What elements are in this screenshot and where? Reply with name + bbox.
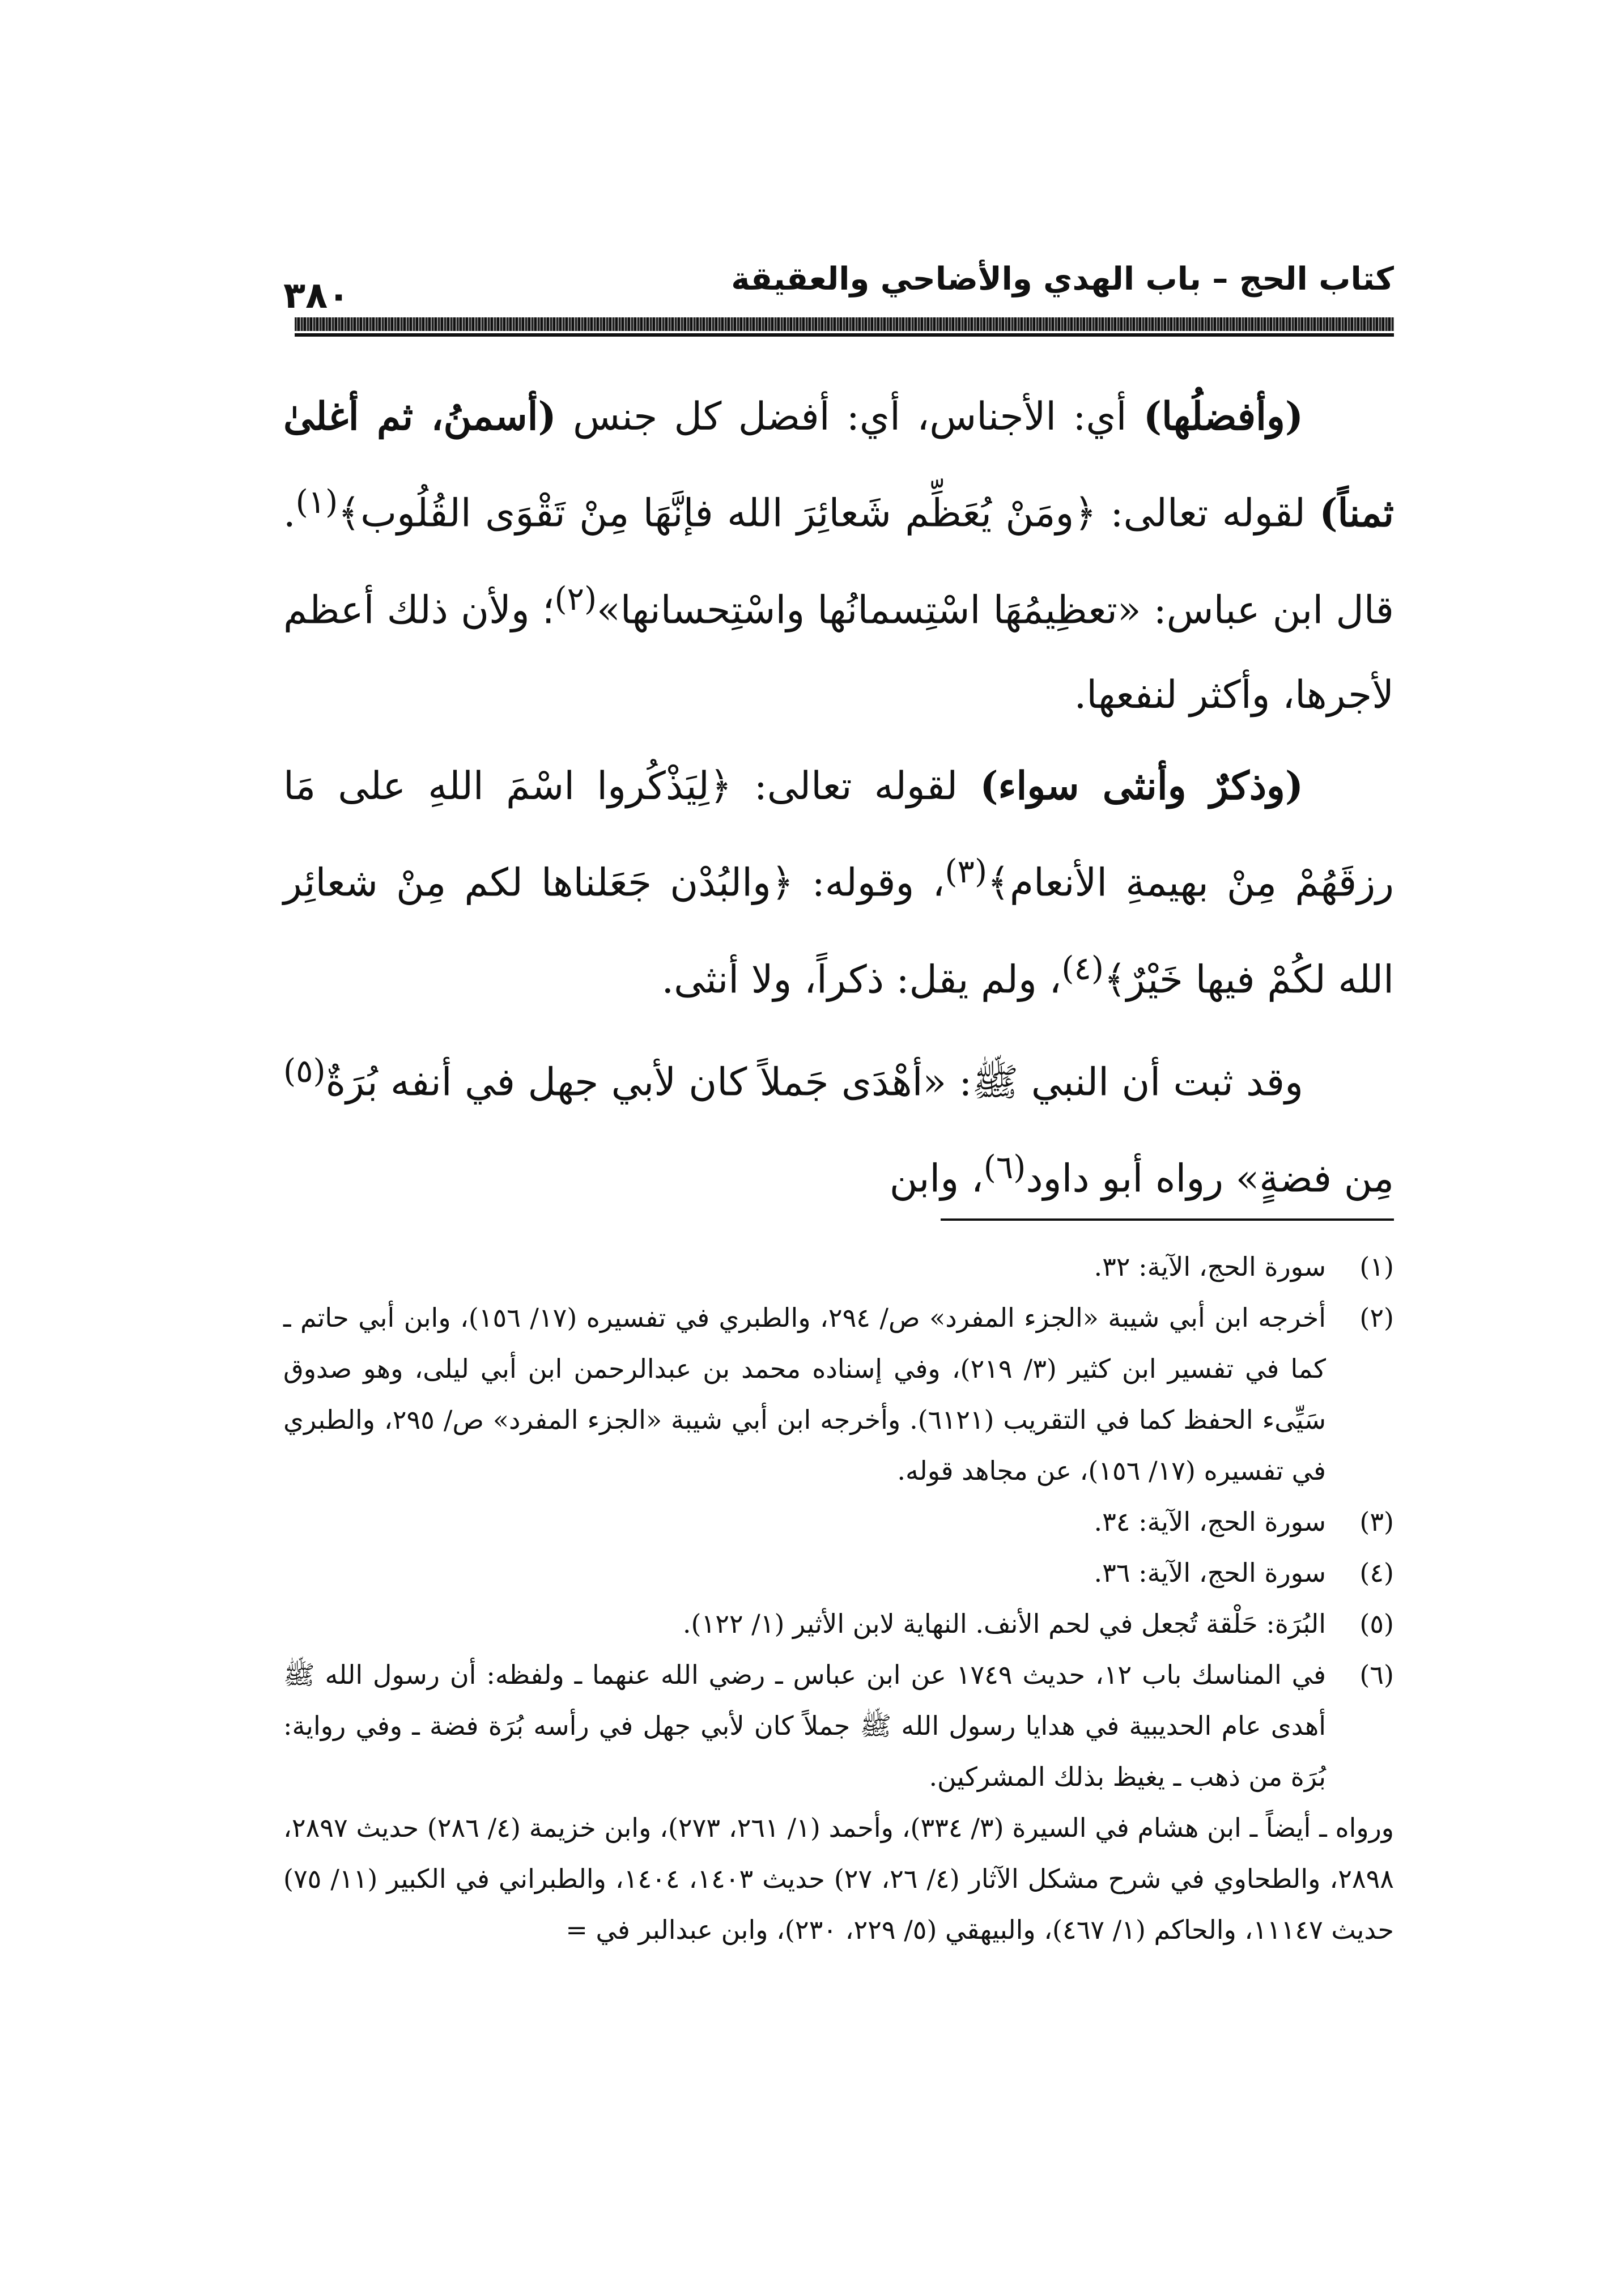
bold-phrase: (أسمنُ، ثم أغلىٰ ثمناً) [283, 394, 1394, 536]
footnote-text: أخرجه ابن أبي شيبة «الجزء المفرد» ص/ ٢٩٤، والطبري في تفسيره (١٧/ ١٥٦)، وابن أبي حاتم ـ كما في تفسير ابن كثير (٣/ ٢١٩)، وفي إسناده محمد بن عبدالرحمن ابن أبي ليلى، وهو صدوق سَيِّىء الحفظ كما في التقريب (٦١٢١). وأخرجه ابن أبي شيبة «الجزء المفرد» ص/ ٢٩٥، والطبري في تفسيره (١٧/ ١٥٦)، عن مجاهد قوله. [283, 1302, 1327, 1486]
text-run: ؛ ولأن ذلك أعظم لأجرها، وأكثر لنفعها. [283, 588, 1394, 718]
text-run: ، وابن [889, 1156, 984, 1201]
text-run: لقوله تعالى: ﴿ومَنْ يُعَظِّم شَعائِرَ الله فإنَّهَا مِنْ تَقْوَى القُلُوب﴾ [338, 491, 1320, 536]
footnote-number: (٥) [1359, 1608, 1394, 1639]
footnote-item [283, 1292, 1394, 1496]
bold-phrase: (وذكرٌ وأنثى سواء) [980, 763, 1303, 809]
main-text [283, 374, 1394, 1222]
running-title: كتاب الحج – باب الهدي والأضاحي والعقيقة [731, 261, 1394, 298]
footnote-item [283, 1598, 1394, 1649]
footnote-text: ورواه ـ أيضاً ـ ابن هشام في السيرة (٣/ ٣٣٤)، وأحمد (١/ ٢٦١، ٢٧٣)، وابن خزيمة (٤/ ٢٨٦) حديث ٢٨٩٧، ٢٨٩٨، والطحاوي في شرح مشكل الآثار (٤/ ٢٦، ٢٧) حديث ١٤٠٣، ١٤٠٤، والطبراني في الكبير (١١/ ٧٥) حديث ١١١٤٧، والحاكم (١/ ٤٦٧)، والبيهقي (٥/ ٢٢٩، ٢٣٠)، وابن عبدالبر في = [283, 1812, 1395, 1945]
footnote-text: سورة الحج، الآية: ٣٢. [1094, 1251, 1326, 1282]
footnote-number: (١) [1359, 1251, 1394, 1282]
footnote-text: سورة الحج، الآية: ٣٤. [1094, 1506, 1326, 1537]
footnote-item [283, 1547, 1394, 1598]
footnote-separator [941, 1218, 1394, 1221]
text-run: ، ولم يقل: ذكراً، ولا أنثى. [661, 957, 1062, 1003]
footnote-ref: (٥) [283, 1052, 326, 1090]
footnotes [283, 1241, 1394, 1955]
footnote-continuation [283, 1802, 1394, 1955]
footnote-item [283, 1649, 1394, 1802]
footnote-ref: (٣) [945, 853, 988, 891]
page-number: ٣٨٠ [283, 275, 350, 317]
text-run: . قال ابن عباس: «تعظِيمُهَا اسْتِسمانُها واسْتِحسانها» [283, 491, 1394, 633]
footnote-number: (٤) [1359, 1557, 1394, 1588]
footnote-text: البُرَة: حَلْقة تُجعل في لحم الأنف. النهاية لابن الأثير (١/ ١٢٢). [682, 1608, 1326, 1639]
footnote-ref: (٢) [554, 580, 597, 618]
paragraph-male-female [283, 744, 1394, 1022]
text-run: لقوله تعالى: ﴿لِيَذْكُروا اسْمَ اللهِ على مَا رزقَهُمْ مِنْ بهيمةِ الأنعام﴾ [283, 764, 1394, 906]
text-run: أي: الأجناس، أي: أفضل كل جنس [556, 394, 1143, 439]
text-run: ، وقوله: ﴿والبُدْن جَعَلناها لكم مِنْ شعائِر الله لكُمْ فيها خَيْرٌ﴾ [283, 860, 1394, 1003]
footnote-text: في المناسك باب ١٢، حديث ١٧٤٩ عن ابن عباس ـ رضي الله عنهما ـ ولفظه: أن رسول الله ﷺ أهدى عام الحديبية في هدايا رسول الله ﷺ جملاً كان لأبي جهل في رأسه بُرَة فضة ـ وفي رواية: بُرَة من ذهب ـ يغيظ بذلك المشركين. [283, 1659, 1326, 1792]
footnote-number: (٢) [1359, 1302, 1394, 1333]
header-rule [295, 317, 1394, 331]
footnote-item [283, 1496, 1394, 1547]
footnote-ref: (٦) [983, 1149, 1026, 1187]
footnote-ref: (١) [295, 483, 338, 521]
page-header [283, 249, 1394, 317]
bold-phrase: (وأفضلُها) [1143, 394, 1303, 439]
paragraph-best-sacrifice [283, 374, 1394, 738]
footnote-item [283, 1241, 1394, 1292]
paragraph-hadith [283, 1029, 1394, 1222]
text-run: وقد ثبت أن النبي ﷺ: «أهْدَى جَملاً كان لأبي جهل في أنفه بُرَةٌ [325, 1060, 1304, 1105]
footnote-ref: (٤) [1061, 949, 1104, 987]
footnote-number: (٣) [1359, 1506, 1394, 1537]
footnote-text: سورة الحج، الآية: ٣٦. [1094, 1557, 1326, 1588]
text-run: مِن فضةٍ» رواه أبو داود [1026, 1156, 1394, 1201]
footnote-number: (٦) [1359, 1659, 1394, 1690]
